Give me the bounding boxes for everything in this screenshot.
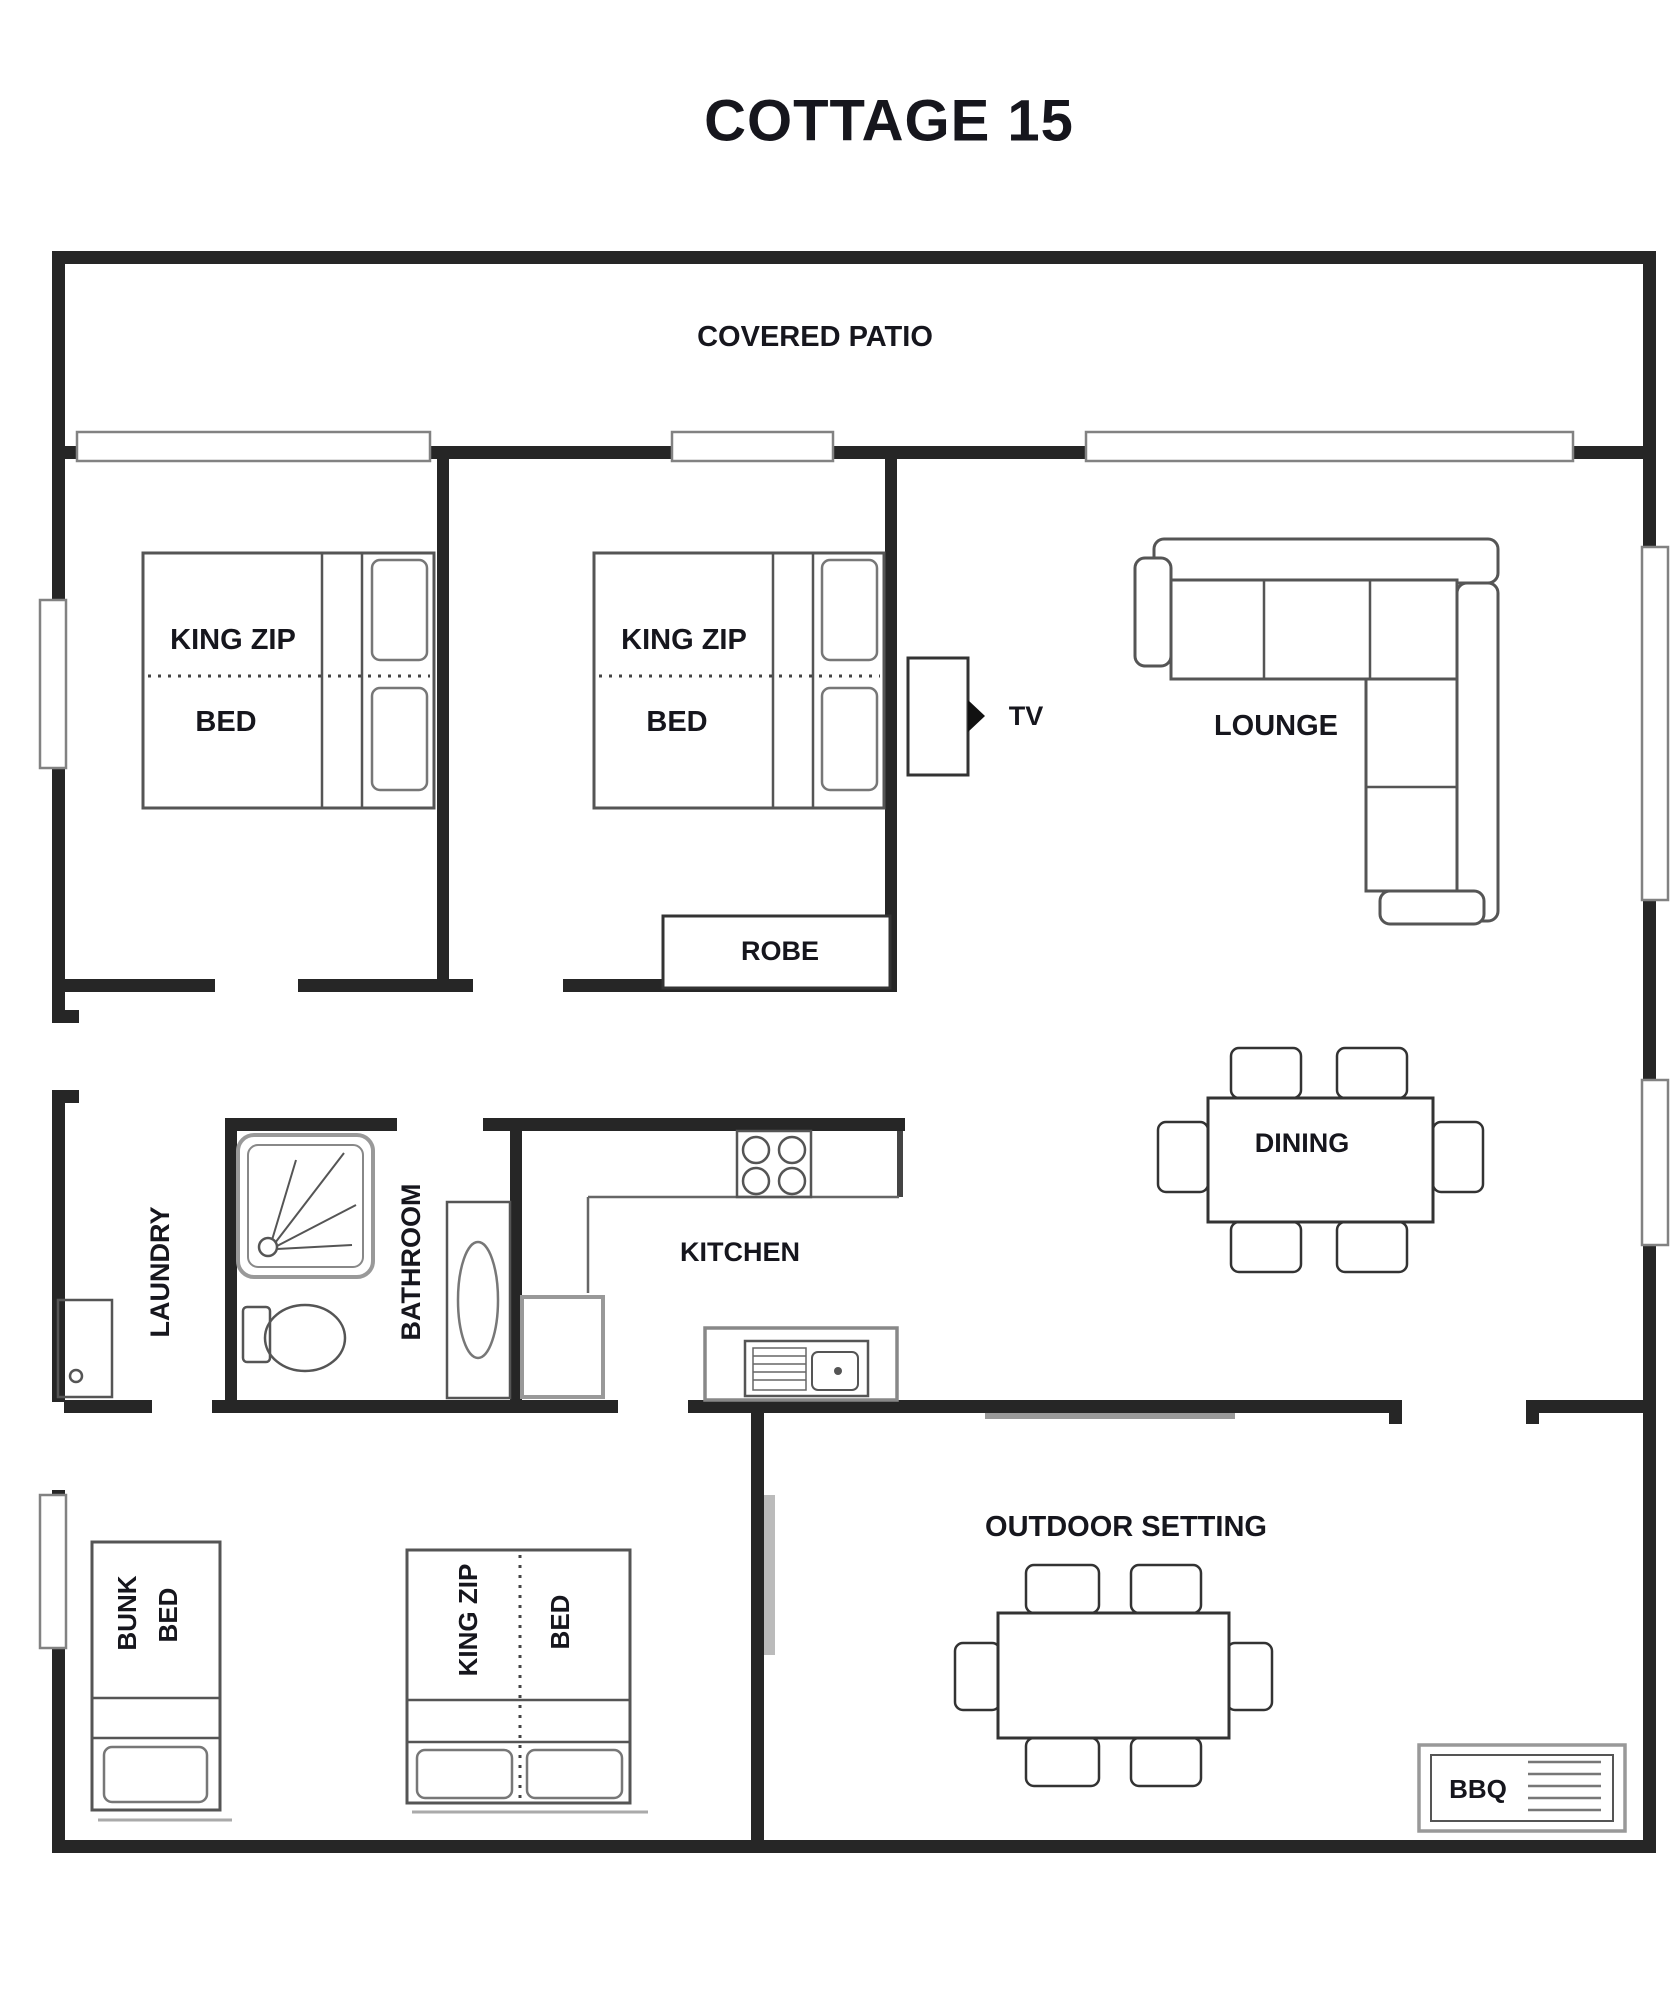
outdoor-chair bbox=[955, 1643, 1000, 1710]
bbq bbox=[1419, 1745, 1625, 1831]
bedroom1-bed-label-2: BED bbox=[195, 706, 257, 738]
window-lounge-right bbox=[1642, 547, 1668, 900]
washing-machine-dial bbox=[70, 1370, 82, 1382]
dining-set bbox=[1158, 1048, 1483, 1272]
outer-walls bbox=[52, 251, 1656, 1853]
outdoor-setting bbox=[955, 1565, 1272, 1786]
covered-patio-label: COVERED PATIO bbox=[697, 321, 933, 353]
kitchen-label: KITCHEN bbox=[680, 1237, 800, 1267]
pillow bbox=[104, 1747, 207, 1802]
dining-chair bbox=[1158, 1122, 1208, 1192]
window-dining-right bbox=[1642, 1080, 1668, 1245]
outdoor-chair bbox=[1131, 1738, 1201, 1786]
window-bunkroom-left bbox=[40, 1495, 66, 1648]
outdoor-chair bbox=[1131, 1565, 1201, 1613]
pillow bbox=[372, 560, 427, 660]
bathroom bbox=[238, 1135, 510, 1398]
dining-chair bbox=[1337, 1048, 1407, 1098]
outdoor-chair bbox=[1026, 1738, 1099, 1786]
stove bbox=[737, 1131, 811, 1197]
laundry bbox=[58, 1207, 175, 1398]
vanity bbox=[447, 1202, 510, 1398]
dining-chair bbox=[1231, 1048, 1301, 1098]
bedroom1-bed-label-1: KING ZIP bbox=[170, 624, 296, 656]
vanity-basin bbox=[458, 1242, 498, 1358]
bedroom3-bed-label-1: KING ZIP bbox=[453, 1563, 483, 1677]
outdoor-chair bbox=[1227, 1643, 1272, 1710]
sliding-door-track bbox=[985, 1413, 1235, 1419]
kitchen-counter-end-wall bbox=[897, 1131, 903, 1197]
bathroom-label: BATHROOM bbox=[396, 1183, 426, 1341]
bed-king-zip-3 bbox=[407, 1550, 648, 1812]
shower bbox=[238, 1135, 373, 1277]
pillow bbox=[822, 560, 877, 660]
page-title: COTTAGE 15 bbox=[704, 88, 1074, 154]
window-bedroom1-left bbox=[40, 600, 66, 768]
dining-chair bbox=[1433, 1122, 1483, 1192]
dining-label: DINING bbox=[1254, 1128, 1350, 1158]
bbq-label: BBQ bbox=[1449, 1774, 1507, 1804]
window-bedroom1-top bbox=[77, 432, 430, 461]
bedroom2-bed-label-1: KING ZIP bbox=[621, 624, 747, 656]
robe-label: ROBE bbox=[740, 936, 820, 966]
robe bbox=[663, 916, 890, 988]
dining-table bbox=[1208, 1098, 1433, 1222]
bedroom3-bed-label-2: BED bbox=[545, 1594, 575, 1650]
bunk-bed-label-2: BED bbox=[153, 1587, 183, 1643]
outdoor-chair bbox=[1026, 1565, 1099, 1613]
bed-king-zip-2 bbox=[594, 553, 884, 808]
dining-chair bbox=[1337, 1222, 1407, 1272]
pillow bbox=[417, 1750, 512, 1798]
laundry-label: LAUNDRY bbox=[145, 1206, 175, 1338]
window-lounge-top bbox=[1086, 432, 1573, 461]
toilet bbox=[243, 1305, 345, 1371]
pillow bbox=[822, 688, 877, 790]
dining-chair bbox=[1231, 1222, 1301, 1272]
island-bench bbox=[705, 1328, 897, 1400]
bed-king-zip-1 bbox=[143, 553, 434, 808]
bedroom2-bed-label-2: BED bbox=[646, 706, 708, 738]
pillow bbox=[527, 1750, 622, 1798]
tv-mount-icon bbox=[968, 700, 985, 732]
washing-machine bbox=[58, 1300, 112, 1397]
window-bedroom2-top bbox=[672, 432, 833, 461]
outdoor-table bbox=[998, 1613, 1229, 1738]
tv-label: TV bbox=[1008, 701, 1044, 731]
outdoor-setting-label: OUTDOOR SETTING bbox=[985, 1511, 1267, 1543]
sink-tap bbox=[834, 1367, 842, 1375]
lounge-label: LOUNGE bbox=[1213, 710, 1339, 742]
kitchen bbox=[522, 1131, 899, 1400]
pillow bbox=[372, 688, 427, 790]
fridge bbox=[522, 1297, 603, 1397]
tv-unit bbox=[908, 658, 1043, 775]
bunk-bed bbox=[92, 1542, 232, 1820]
bunk-bed-label-1: BUNK bbox=[112, 1575, 142, 1651]
door-leaf bbox=[764, 1495, 775, 1655]
